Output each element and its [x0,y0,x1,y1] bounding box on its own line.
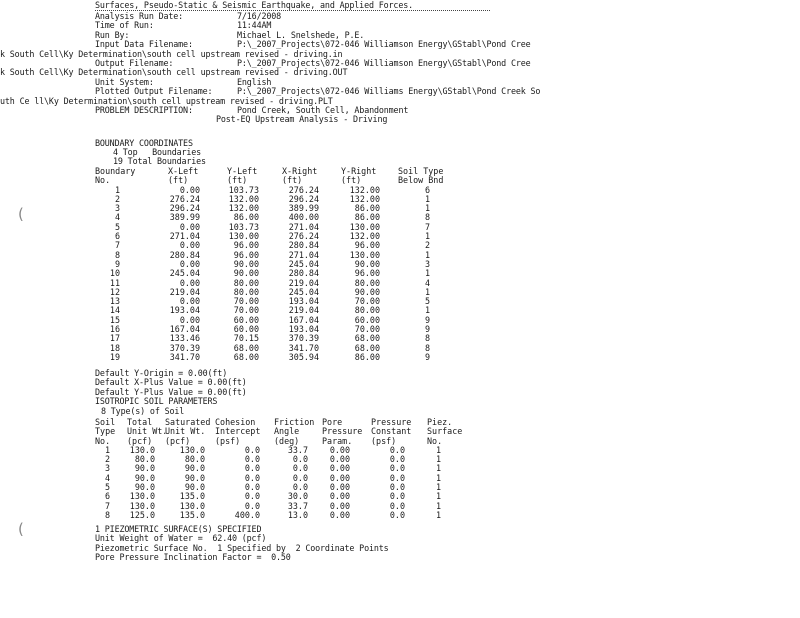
boundary-row [0,213,800,222]
boundary-cell: 80.00 [233,286,259,297]
boundary-cell: 86.00 [354,203,380,214]
boundary-cell: 60.00 [233,314,259,325]
boundary-cell: 12 [109,286,120,297]
boundary-cell: 276.24 [288,184,319,195]
boundary-cell: 1 [114,184,120,195]
soil-cell: 0.0 [389,454,405,465]
boundary-cell: 70.00 [233,305,259,316]
soil-cell: 0.0 [389,491,405,502]
boundary-header-cell: (ft) [168,175,189,186]
boundary-cell: 70.00 [233,296,259,307]
boundary-cell: 3 [114,203,120,214]
boundary-cell: 14 [109,305,120,316]
info-label: Run By: [95,29,130,40]
boundary-row [0,334,800,343]
boundary-cell: 132.00 [228,193,259,204]
boundary-cell: 68.00 [354,342,380,353]
soil-cell: 0.0 [244,491,260,502]
soil-cell: 130.0 [179,500,205,511]
info-value: P:\_2007_Projects\072-046 Williamson Energy\GStabl\Pond Cree [237,58,531,68]
boundary-cell: 8 [424,212,430,223]
boundary-header-cell: (ft) [341,175,362,186]
boundary-cell: 68.00 [354,333,380,344]
soil-cell: 0.0 [244,444,260,455]
boundary-cell: 9 [114,258,120,269]
soil-header-cell: Unit Wt. [127,426,168,437]
boundary-cell: 219.04 [288,305,319,316]
boundary-title: BOUNDARY COORDINATES [95,138,193,148]
soil-cell: 0.00 [329,509,350,520]
boundary-cell: 280.84 [288,240,319,251]
soil-header-cell: No. [427,435,443,446]
boundary-cell: 133.46 [169,333,200,344]
boundary-cell: 219.04 [288,277,319,288]
boundary-cell: 276.24 [288,231,319,242]
info-label: Analysis Run Date: [95,11,184,21]
soil-cell: 2 [104,454,110,465]
boundary-cell: 13 [109,296,120,307]
boundary-cell: 132.00 [349,231,380,242]
boundary-cell: 86.00 [354,351,380,362]
soil-cell: 130.0 [179,444,205,455]
boundary-row [0,279,800,288]
boundary-row [0,269,800,278]
boundary-cell: 6 [424,184,430,195]
boundary-row [0,241,800,250]
info-value: 7/16/2008 [237,11,282,21]
soil-cell: 1 [435,500,441,511]
boundary-row [0,353,800,362]
boundary-cell: 1 [424,231,430,242]
boundary-row [0,260,800,269]
boundary-cell: 8 [424,342,430,353]
boundary-cell: 60.00 [354,314,380,325]
boundary-cell: 245.04 [169,268,200,279]
boundary-row [0,325,800,334]
boundary-cell: 341.70 [169,351,200,362]
info-value: Michael L. Snelshede, P.E. [237,29,365,40]
boundary-cell: 80.00 [354,277,380,288]
boundary-row [0,251,800,260]
boundary-cell: 167.04 [169,324,200,335]
boundary-cell: 1 [424,203,430,214]
boundary-cell: 0.00 [179,277,200,288]
boundary-cell: 305.94 [288,351,319,362]
boundary-cell: 96.00 [233,240,259,251]
soil-cell: 80.0 [184,454,205,465]
boundary-cell: 167.04 [288,314,319,325]
soil-cell: 0.00 [329,482,350,493]
soil-cell: 135.0 [179,491,205,502]
soil-cell: 4 [104,472,110,483]
boundary-cell: 0.00 [179,296,200,307]
boundary-cell: 1 [424,286,430,297]
boundary-cell: 15 [109,314,120,325]
boundary-cell: 103.73 [228,221,259,232]
boundary-row [0,186,800,195]
soil-cell: 0.00 [329,491,350,502]
soil-cell: 0.0 [292,463,308,474]
default-line: Default X-Plus Value = 0.00(ft) [95,377,247,388]
soil-cell: 3 [104,463,110,474]
soil-row [0,511,800,520]
boundary-row [0,288,800,297]
soil-cell: 90.0 [184,482,205,493]
soil-cell: 0.0 [389,463,405,474]
boundary-row [0,223,800,232]
soil-cell: 0.00 [329,444,350,455]
soil-header-cell: Total [127,417,153,427]
boundary-cell: 193.04 [288,296,319,307]
soil-cell: 130.0 [129,491,155,502]
soil-header-cell: Pressure [371,417,412,427]
boundary-cell: 11 [109,277,120,288]
soil-cell: 0.0 [244,482,260,493]
info-continuation: k South Cell\Ky Determination\south cell upstream revised - driving.OUT [0,67,348,78]
soil-cell: 1 [104,444,110,455]
soil-cell: 13.0 [287,509,308,520]
soil-cell: 90.0 [134,482,155,493]
soil-cell: 0.00 [329,454,350,465]
info-label: Time of Run: [95,20,154,31]
boundary-cell: 219.04 [169,286,200,297]
boundary-cell: 16 [109,324,120,335]
soil-cell: 1 [435,454,441,465]
boundary-cell: 132.00 [228,203,259,214]
soil-cell: 33.7 [287,500,308,511]
soil-cell: 0.00 [329,472,350,483]
soil-cell: 8 [104,509,110,520]
boundary-cell: 7 [424,221,430,232]
soil-cell: 0.0 [244,463,260,474]
boundary-cell: 193.04 [169,305,200,316]
boundary-header-cell: X-Right [282,166,318,176]
soil-cell: 0.0 [389,482,405,493]
piezo-line: Unit Weight of Water = 62.40 (pcf) [95,533,267,544]
boundary-cell: 130.00 [349,249,380,260]
boundary-cell: 96.00 [354,240,380,251]
soil-header-cell: Intercept [215,426,261,437]
soil-header-cell: Pore [322,417,343,427]
boundary-cell: 193.04 [288,324,319,335]
soil-cell: 90.0 [184,472,205,483]
soil-table [0,418,800,520]
soil-cell: 0.00 [329,500,350,511]
boundary-row [0,344,800,353]
info-label: Output Filename: [95,58,174,68]
boundary-cell: 96.00 [233,249,259,260]
boundary-cell: 271.04 [169,231,200,242]
boundary-cell: 2 [424,240,430,251]
info-label: Unit System: [95,76,154,87]
soil-cell: 135.0 [179,509,205,520]
boundary-cell: 68.00 [233,351,259,362]
boundary-cell: 70.15 [233,333,259,344]
boundary-header-cell: Below Bnd [398,175,444,186]
boundary-cell: 271.04 [288,221,319,232]
boundary-cell: 17 [109,333,120,344]
boundary-cell: 86.00 [354,212,380,223]
soil-cell: 1 [435,491,441,502]
boundary-cell: 1 [424,268,430,279]
boundary-cell: 96.00 [354,268,380,279]
boundary-cell: 3 [424,258,430,269]
soil-header-cell: No. [95,435,111,446]
boundary-cell: 245.04 [288,258,319,269]
boundary-cell: 8 [114,249,120,260]
soil-header-cell: (deg) [274,435,300,446]
boundary-cell: 9 [424,324,430,335]
soil-header-cell: Friction [274,417,315,427]
boundary-header-cell: Boundary [95,166,136,176]
soil-cell: 7 [104,500,110,511]
soil-cell: 90.0 [184,463,205,474]
boundary-cell: 19 [109,351,120,362]
piezo-line: 1 PIEZOMETRIC SURFACE(S) SPECIFIED [95,524,262,534]
soil-header-cell: Pressure [322,426,363,437]
soil-cell: 0.0 [389,509,405,520]
soil-cell: 0.0 [389,500,405,511]
boundary-cell: 0.00 [179,221,200,232]
info-value: P:\_2007_Projects\072-046 Williams Energy\GStabl\Pond Creek So [237,86,541,97]
boundary-cell: 280.84 [288,268,319,279]
soil-cell: 1 [435,482,441,493]
boundary-cell: 7 [114,240,120,251]
boundary-cell: 370.39 [288,333,319,344]
boundary-cell: 8 [424,333,430,344]
info-value: English [237,76,272,87]
info-value: 11:44AM [237,20,272,31]
soil-header-cell: (pcf) [165,435,191,446]
soil-cell: 30.0 [287,491,308,502]
boundary-cell: 5 [424,296,430,307]
soil-cell: 0.0 [244,454,260,465]
boundary-cell: 280.84 [169,249,200,260]
boundary-cell: 18 [109,342,120,353]
boundary-cell: 389.99 [288,203,319,214]
boundary-cell: 70.00 [354,296,380,307]
boundary-cell: 80.00 [233,277,259,288]
boundary-header-cell: Soil Type [398,166,444,176]
boundary-cell: 9 [424,351,430,362]
boundary-row [0,316,800,325]
boundary-cell: 6 [114,231,120,242]
info-continuation: k South Cell\Ky Determination\south cell upstream revised - driving.in [0,48,343,59]
info-label: Plotted Output Filename: [95,86,213,97]
soil-cell: 0.0 [292,472,308,483]
soil-cell: 400.0 [234,509,260,520]
soil-header-cell: Angle [274,426,300,437]
soil-cell: 130.0 [129,500,155,511]
boundary-cell: 70.00 [354,324,380,335]
boundary-cell: 296.24 [169,203,200,214]
info-label: Input Data Filename: [95,39,193,50]
soil-cell: 0.0 [389,472,405,483]
soil-title: ISOTROPIC SOIL PARAMETERS [95,396,218,406]
boundary-cell: 341.70 [288,342,319,353]
soil-header-cell: (psf) [215,435,241,446]
soil-cell: 33.7 [287,444,308,455]
boundary-row [0,204,800,213]
boundary-cell: 130.00 [228,231,259,242]
binder-hole-mark-lower: ( [18,520,24,538]
boundary-total-count: 19 Total Boundaries [113,156,206,166]
soil-cell: 6 [104,491,110,502]
boundary-cell: 0.00 [179,184,200,195]
info-continuation: uth Ce ll\Ky Determination\south cell upstream revised - driving.PLT [0,95,333,106]
soil-header-cell: Cohesion [215,417,256,427]
soil-header-cell: Soil [95,417,116,427]
piezo-line: Piezometric Surface No. 1 Specified by 2 Coordinate Points [95,542,389,553]
soil-header-cell: Constant [371,426,412,437]
boundary-cell: 2 [114,193,120,204]
boundary-header-cell: Y-Right [341,166,377,176]
info-value: Pond Creek, South Cell, Abandonment [237,105,409,115]
soil-cell: 0.0 [292,482,308,493]
boundary-cell: 400.00 [288,212,319,223]
info-value: P:\_2007_Projects\072-046 Williamson Energy\GStabl\Pond Cree [237,39,531,50]
boundary-cell: 0.00 [179,314,200,325]
boundary-cell: 1 [424,305,430,316]
soil-header-cell: Unit Wt. [165,426,206,437]
boundary-top-count: 4 Top Boundaries [113,147,202,157]
soil-cell: 1 [435,463,441,474]
boundary-cell: 90.00 [354,286,380,297]
boundary-cell: 132.00 [349,193,380,204]
soil-types-count: 8 Type(s) of Soil [101,406,185,416]
boundary-header-cell: Y-Left [227,166,258,176]
boundary-cell: 4 [424,277,430,288]
boundary-row [0,297,800,306]
boundary-cell: 80.00 [354,305,380,316]
boundary-header-cell: (ft) [282,175,303,186]
boundary-cell: 296.24 [288,193,319,204]
boundary-cell: 1 [424,249,430,260]
boundary-cell: 90.00 [233,258,259,269]
default-line: Default Y-Plus Value = 0.00(ft) [95,386,247,397]
boundary-table [0,167,800,362]
boundary-row [0,195,800,204]
boundary-cell: 389.99 [169,212,200,223]
boundary-header-cell: (ft) [227,175,248,186]
soil-header-cell: (psf) [371,435,397,446]
soil-cell: 0.00 [329,463,350,474]
boundary-cell: 68.00 [233,342,259,353]
boundary-header-row [0,176,800,185]
binder-hole-mark-upper: ( [18,205,24,223]
boundary-cell: 0.00 [179,258,200,269]
soil-cell: 125.0 [129,509,155,520]
header-title: Surfaces, Pseudo-Static & Seismic Earthquake, and Applied Forces. [95,0,413,10]
soil-header-cell: Piez. [427,417,453,427]
soil-cell: 0.0 [244,472,260,483]
boundary-cell: 5 [114,221,120,232]
boundary-cell: 90.00 [354,258,380,269]
soil-cell: 5 [104,482,110,493]
boundary-cell: 0.00 [179,240,200,251]
boundary-header-cell: No. [95,175,111,186]
boundary-cell: 103.73 [228,184,259,195]
boundary-cell: 9 [424,314,430,325]
soil-header-row [0,427,800,436]
boundary-cell: 370.39 [169,342,200,353]
soil-cell: 1 [435,444,441,455]
soil-header-cell: Surface [427,426,463,437]
boundary-cell: 271.04 [288,249,319,260]
soil-header-cell: Param. [322,435,353,446]
soil-cell: 0.0 [244,500,260,511]
boundary-cell: 245.04 [288,286,319,297]
soil-cell: 130.0 [129,444,155,455]
boundary-cell: 276.24 [169,193,200,204]
soil-header-cell: Type [95,426,116,437]
piezo-line: Pore Pressure Inclination Factor = 0.50 [95,552,291,563]
soil-cell: 1 [435,509,441,520]
boundary-header-cell: X-Left [168,166,199,176]
soil-cell: 80.0 [134,454,155,465]
boundary-cell: 86.00 [233,212,259,223]
boundary-cell: 60.00 [233,324,259,335]
boundary-row [0,306,800,315]
boundary-cell: 90.00 [233,268,259,279]
boundary-cell: 1 [424,193,430,204]
default-line: Default Y-Origin = 0.00(ft) [95,368,228,378]
boundary-row [0,232,800,241]
boundary-cell: 10 [109,268,120,279]
soil-cell: 90.0 [134,472,155,483]
info-label: PROBLEM DESCRIPTION: [95,105,193,115]
soil-cell: 90.0 [134,463,155,474]
soil-header-cell: Saturated [165,417,211,427]
soil-cell: 0.0 [292,454,308,465]
soil-cell: 0.0 [389,444,405,455]
soil-header-cell: (pcf) [127,435,153,446]
boundary-cell: 132.00 [349,184,380,195]
soil-cell: 1 [435,472,441,483]
boundary-cell: 130.00 [349,221,380,232]
boundary-cell: 4 [114,212,120,223]
info-continuation: Post-EQ Upstream Analysis - Driving [216,114,388,125]
